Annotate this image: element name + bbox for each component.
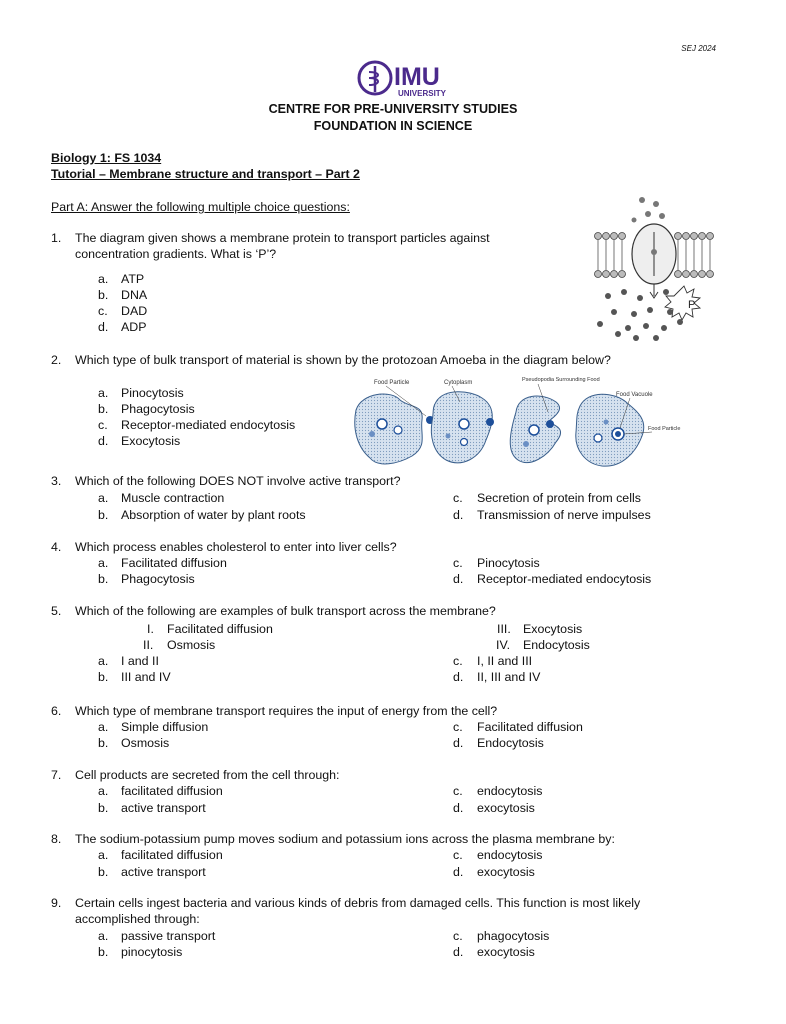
option-letter: c. — [453, 848, 463, 862]
option-text: phagocytosis — [477, 929, 550, 943]
option-letter: b. — [98, 508, 109, 522]
option-letter: a. — [98, 929, 109, 943]
option-letter: a. — [98, 386, 109, 400]
question-number: 3. — [51, 474, 62, 488]
option-letter: b. — [98, 572, 109, 586]
membrane-pump-diagram — [590, 192, 718, 342]
option-letter: d. — [98, 320, 109, 334]
option-letter: d. — [453, 945, 464, 959]
option-text: Receptor-mediated endocytosis — [477, 572, 652, 586]
option-letter: b. — [98, 865, 109, 879]
pump-label-p: P — [688, 299, 696, 311]
option-text: II, III and IV — [477, 670, 541, 684]
option-letter: d. — [453, 572, 464, 586]
option-letter: d. — [453, 670, 464, 684]
question-text: The sodium-potassium pump moves sodium and potassium ions across the plasma membrane by: — [75, 832, 615, 846]
question-number: 8. — [51, 832, 62, 846]
question-text: Cell products are secreted from the cell through: — [75, 768, 340, 782]
logo-text: IMU — [394, 63, 440, 91]
option-letter: b. — [98, 945, 109, 959]
option-text: Pinocytosis — [477, 556, 540, 570]
option-text: active transport — [121, 801, 206, 815]
option-letter: d. — [98, 434, 109, 448]
question-text: Which process enables cholesterol to enter into liver cells? — [75, 540, 397, 554]
option-letter: b. — [98, 288, 109, 302]
question-number: 6. — [51, 704, 62, 718]
option-text: ATP — [121, 272, 145, 286]
option-text: Phagocytosis — [121, 402, 195, 416]
option-text: Facilitated diffusion — [121, 556, 227, 570]
option-letter: a. — [98, 272, 109, 286]
option-letter: a. — [98, 848, 109, 862]
option-text: Facilitated diffusion — [477, 720, 583, 734]
option-text: exocytosis — [477, 945, 535, 959]
question-text: Which type of bulk transport of material is shown by the protozoan Amoeba in the diagram below? — [75, 353, 611, 367]
option-letter: c. — [453, 720, 463, 734]
question-text: Which of the following DOES NOT involve active transport? — [75, 474, 401, 488]
amoeba-label: Food Vacuole — [616, 392, 653, 398]
option-text: facilitated diffusion — [121, 784, 223, 798]
option-letter: a. — [98, 654, 109, 668]
imu-logo — [358, 58, 460, 100]
logo-subtext: UNIVERSITY — [398, 89, 447, 98]
option-letter: b. — [98, 670, 109, 684]
question-text: Certain cells ingest bacteria and various kinds of debris from damaged cells. This function is most likely — [75, 896, 641, 910]
option-text: active transport — [121, 865, 206, 879]
option-text: endocytosis — [477, 848, 543, 862]
option-text: endocytosis — [477, 784, 543, 798]
roman-text: Osmosis — [167, 638, 216, 652]
option-letter: c. — [98, 418, 108, 432]
roman-numeral: IV. — [496, 638, 511, 652]
amoeba-label: Cytoplasm — [444, 380, 473, 386]
option-text: Receptor-mediated endocytosis — [121, 418, 296, 432]
option-text: Endocytosis — [477, 736, 544, 750]
option-letter: d. — [453, 801, 464, 815]
option-letter: c. — [98, 304, 108, 318]
part-a-instruction: Part A: Answer the following multiple choice questions: — [51, 200, 350, 214]
option-letter: a. — [98, 491, 109, 505]
option-letter: d. — [453, 736, 464, 750]
amoeba-phagocytosis-diagram — [352, 372, 681, 474]
option-letter: c. — [453, 784, 463, 798]
option-letter: a. — [98, 556, 109, 570]
option-letter: a. — [98, 720, 109, 734]
option-letter: c. — [453, 654, 463, 668]
option-text: Secretion of protein from cells — [477, 491, 641, 505]
programme-title: FOUNDATION IN SCIENCE — [313, 119, 473, 133]
roman-text: Facilitated diffusion — [167, 622, 273, 636]
option-text: Muscle contraction — [121, 491, 225, 505]
option-text: ADP — [121, 320, 147, 334]
option-text: Pinocytosis — [121, 386, 184, 400]
question-number: 2. — [51, 353, 62, 367]
tutorial-title: Tutorial – Membrane structure and transport – Part 2 — [51, 167, 360, 181]
option-letter: d. — [453, 508, 464, 522]
option-text: III and IV — [121, 670, 171, 684]
roman-text: Endocytosis — [523, 638, 590, 652]
question-number: 4. — [51, 540, 62, 554]
option-letter: d. — [453, 865, 464, 879]
option-letter: b. — [98, 402, 109, 416]
option-text: Absorption of water by plant roots — [121, 508, 306, 522]
amoeba-label: Food Particle — [374, 380, 410, 386]
question-number: 5. — [51, 604, 62, 618]
option-text: Transmission of nerve impulses — [477, 508, 651, 522]
option-letter: c. — [453, 491, 463, 505]
option-text: Exocytosis — [121, 434, 181, 448]
option-text: facilitated diffusion — [121, 848, 223, 862]
document-code: SEJ 2024 — [681, 44, 716, 53]
question-text: Which of the following are examples of bulk transport across the membrane? — [75, 604, 496, 618]
option-letter: b. — [98, 801, 109, 815]
roman-text: Exocytosis — [523, 622, 583, 636]
option-text: exocytosis — [477, 865, 535, 879]
option-text: exocytosis — [477, 801, 535, 815]
amoeba-label: Food Particle — [648, 426, 681, 432]
question-text: accomplished through: — [75, 912, 200, 926]
question-number: 9. — [51, 896, 62, 910]
option-text: Phagocytosis — [121, 572, 195, 586]
question-text: concentration gradients. What is ‘P’? — [75, 247, 277, 261]
roman-numeral: I. — [147, 622, 154, 636]
roman-numeral: II. — [143, 638, 154, 652]
option-text: I, II and III — [477, 654, 533, 668]
question-text: Which type of membrane transport requires the input of energy from the cell? — [75, 704, 498, 718]
option-letter: a. — [98, 784, 109, 798]
option-text: passive transport — [121, 929, 216, 943]
amoeba-label: Pseudopodia Surrounding Food — [522, 377, 600, 383]
option-text: I and II — [121, 654, 159, 668]
option-letter: c. — [453, 929, 463, 943]
option-letter: b. — [98, 736, 109, 750]
option-text: DAD — [121, 304, 148, 318]
option-text: Osmosis — [121, 736, 170, 750]
option-letter: c. — [453, 556, 463, 570]
option-text: pinocytosis — [121, 945, 183, 959]
roman-numeral: III. — [497, 622, 511, 636]
question-text: The diagram given shows a membrane protein to transport particles against — [75, 231, 490, 245]
option-text: Simple diffusion — [121, 720, 209, 734]
option-text: DNA — [121, 288, 148, 302]
question-number: 7. — [51, 768, 62, 782]
question-number: 1. — [51, 231, 62, 245]
course-title: Biology 1: FS 1034 — [51, 151, 162, 165]
centre-title: CENTRE FOR PRE-UNIVERSITY STUDIES — [268, 102, 518, 116]
